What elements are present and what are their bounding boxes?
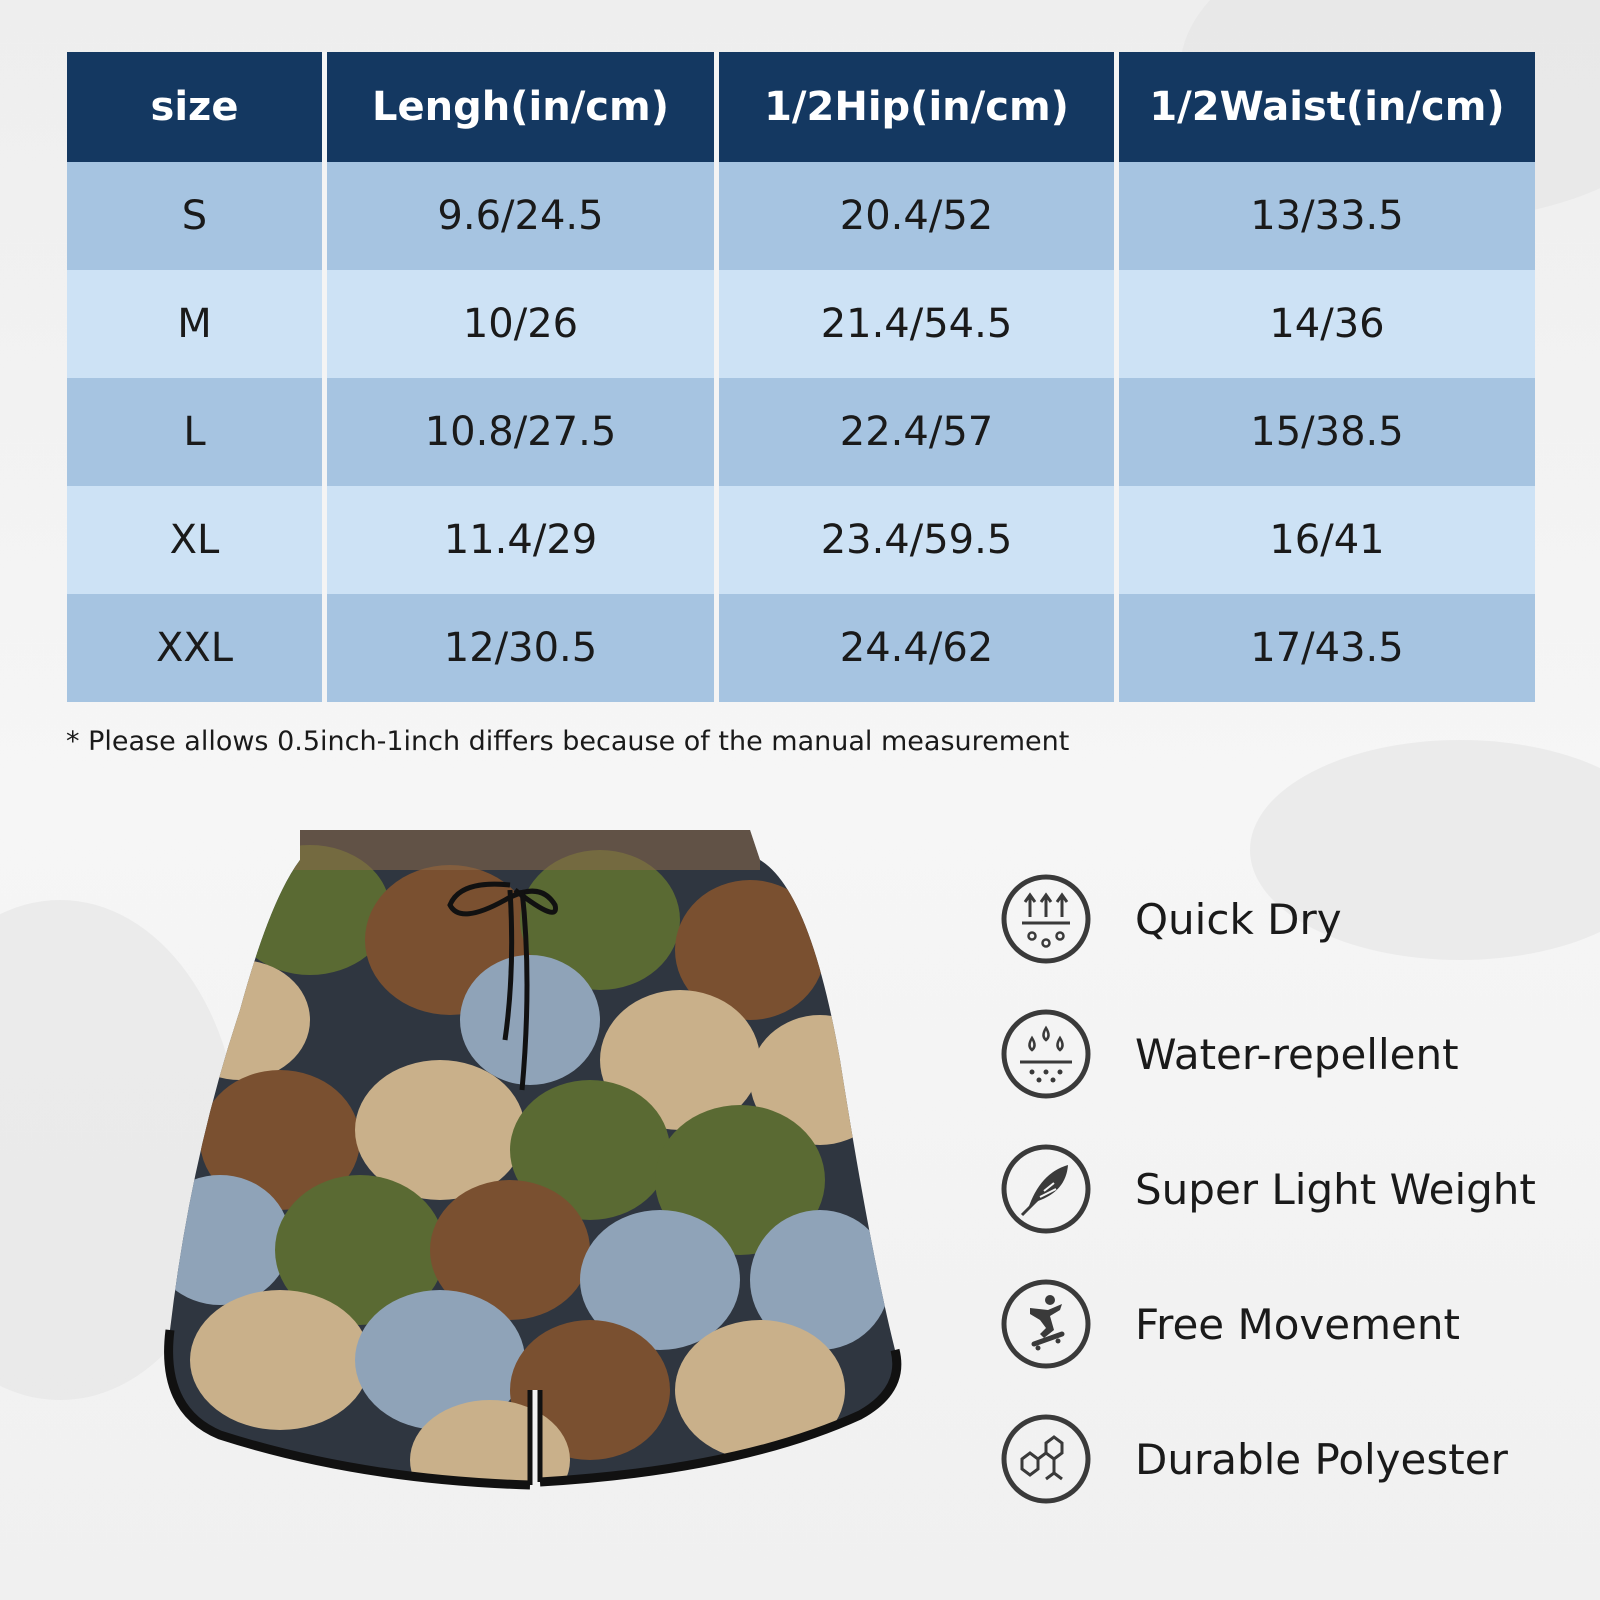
feature-quick-dry bbox=[1000, 873, 1580, 965]
size-cell: S bbox=[67, 162, 327, 270]
table-header-row bbox=[67, 52, 1535, 162]
length-cell: 12/30.5 bbox=[327, 594, 719, 702]
water-repellent-icon bbox=[1000, 1008, 1092, 1100]
header-half-waist: 1/2Waist(in/cm) bbox=[1119, 52, 1535, 162]
quick-dry-icon bbox=[1000, 873, 1092, 965]
skater-icon bbox=[1000, 1278, 1092, 1370]
header-length: Lengh(in/cm) bbox=[327, 52, 719, 162]
size-cell: XXL bbox=[67, 594, 327, 702]
table-row bbox=[67, 162, 1535, 270]
waist-cell: 16/41 bbox=[1119, 486, 1535, 594]
header-half-hip: 1/2Hip(in/cm) bbox=[719, 52, 1119, 162]
waist-cell: 15/38.5 bbox=[1119, 378, 1535, 486]
table-row bbox=[67, 594, 1535, 702]
measurement-note: * Please allows 0.5inch-1inch differs because of the manual measurement bbox=[66, 726, 1070, 757]
waist-cell: 14/36 bbox=[1119, 270, 1535, 378]
length-cell: 9.6/24.5 bbox=[327, 162, 719, 270]
feather-icon bbox=[1000, 1143, 1092, 1235]
feature-durable-polyester bbox=[1000, 1413, 1580, 1505]
waist-cell: 17/43.5 bbox=[1119, 594, 1535, 702]
size-chart-table bbox=[67, 52, 1535, 702]
table-row bbox=[67, 270, 1535, 378]
feature-label: Free Movement bbox=[1135, 1300, 1460, 1349]
waist-cell: 13/33.5 bbox=[1119, 162, 1535, 270]
feature-label: Quick Dry bbox=[1135, 895, 1342, 944]
table-row bbox=[67, 486, 1535, 594]
hip-cell: 23.4/59.5 bbox=[719, 486, 1119, 594]
feature-water-repellent bbox=[1000, 1008, 1580, 1100]
molecule-icon bbox=[1000, 1413, 1092, 1505]
feature-label: Water-repellent bbox=[1135, 1030, 1459, 1079]
size-cell: XL bbox=[67, 486, 327, 594]
hip-cell: 21.4/54.5 bbox=[719, 270, 1119, 378]
header-size: size bbox=[67, 52, 327, 162]
table-row bbox=[67, 378, 1535, 486]
hip-cell: 22.4/57 bbox=[719, 378, 1119, 486]
shorts-product-image bbox=[160, 830, 910, 1520]
length-cell: 10/26 bbox=[327, 270, 719, 378]
feature-label: Durable Polyester bbox=[1135, 1435, 1508, 1484]
length-cell: 10.8/27.5 bbox=[327, 378, 719, 486]
feature-label: Super Light Weight bbox=[1135, 1165, 1536, 1214]
feature-free-movement bbox=[1000, 1278, 1580, 1370]
size-cell: M bbox=[67, 270, 327, 378]
hip-cell: 20.4/52 bbox=[719, 162, 1119, 270]
length-cell: 11.4/29 bbox=[327, 486, 719, 594]
size-cell: L bbox=[67, 378, 327, 486]
feature-light-weight bbox=[1000, 1143, 1580, 1235]
hip-cell: 24.4/62 bbox=[719, 594, 1119, 702]
